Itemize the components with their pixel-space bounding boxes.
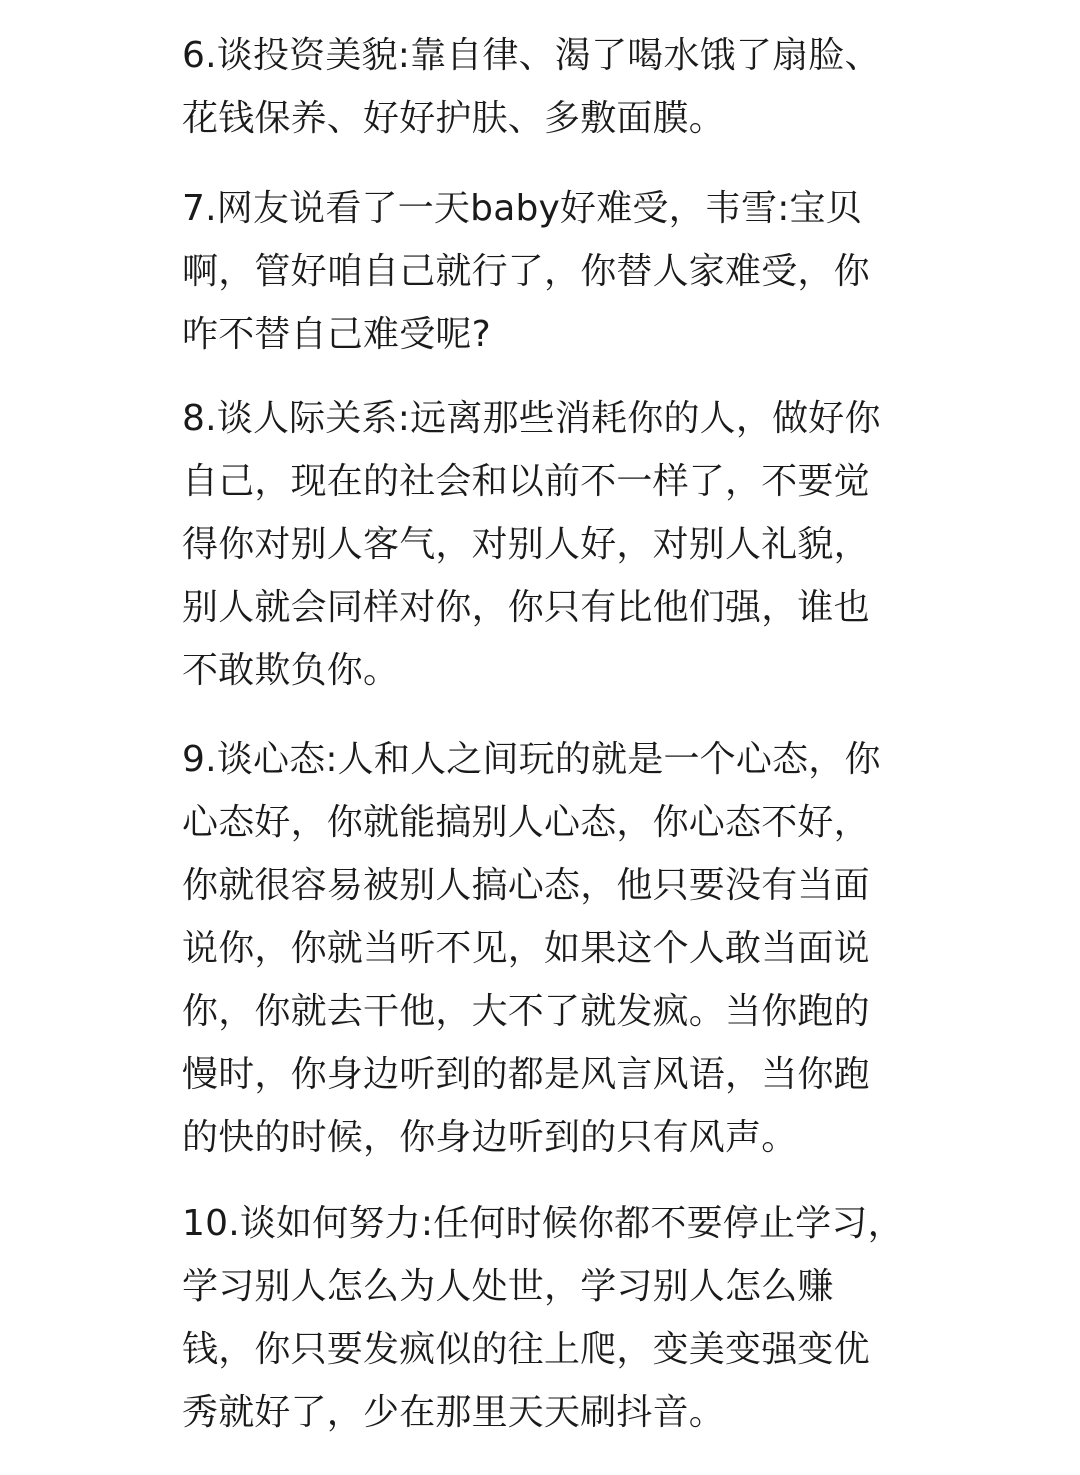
paragraph-line: 说你，你就当听不见，如果这个人敢当面说 [182, 928, 870, 969]
paragraph-8-relationships [182, 387, 902, 702]
paragraph-line: 秀就好了，少在那里天天刷抖音。 [182, 1392, 726, 1433]
paragraph-line: 啊，管好咱自己就行了，你替人家难受，你 [182, 251, 870, 292]
paragraph-line: 学习别人怎么为人处世，学习别人怎么赚 [182, 1266, 834, 1307]
paragraph-line: 钱，你只要发疯似的往上爬，变美变强变优 [182, 1329, 870, 1370]
paragraph-line: 的快的时候，你身边听到的只有风声。 [182, 1117, 798, 1158]
paragraph-line: 花钱保养、好好护肤、多敷面膜。 [182, 98, 726, 139]
paragraph-line: 你就很容易被别人搞心态，他只要没有当面 [182, 865, 870, 906]
paragraph-10-effort [182, 1192, 902, 1444]
paragraph-line: 8.谈人际关系:远离那些消耗你的人，做好你 [182, 398, 881, 439]
paragraph-line: 自己，现在的社会和以前不一样了，不要觉 [182, 461, 870, 502]
paragraph-line: 得你对别人客气，对别人好，对别人礼貌， [182, 524, 870, 565]
paragraph-line: 别人就会同样对你，你只有比他们强，谁也 [182, 587, 870, 628]
paragraph-line: 10.谈如何努力:任何时候你都不要停止学习， [182, 1203, 904, 1244]
paragraph-line: 6.谈投资美貌:靠自律、渴了喝水饿了扇脸、 [182, 35, 881, 76]
paragraph-6-investing-in-looks [182, 24, 902, 150]
paragraph-line: 慢时，你身边听到的都是风言风语，当你跑 [182, 1054, 870, 1095]
paragraph-line: 不敢欺负你。 [182, 650, 400, 691]
paragraph-9-mindset [182, 728, 902, 1169]
paragraph-line: 咋不替自己难受呢? [182, 314, 491, 355]
paragraph-7-netizen-reply [182, 177, 902, 366]
paragraph-line: 7.网友说看了一天baby好难受，韦雪:宝贝 [182, 188, 862, 229]
paragraph-line: 9.谈心态:人和人之间玩的就是一个心态，你 [182, 739, 881, 780]
paragraph-line: 心态好，你就能搞别人心态，你心态不好， [182, 802, 870, 843]
paragraph-line: 你，你就去干他，大不了就发疯。当你跑的 [182, 991, 870, 1032]
